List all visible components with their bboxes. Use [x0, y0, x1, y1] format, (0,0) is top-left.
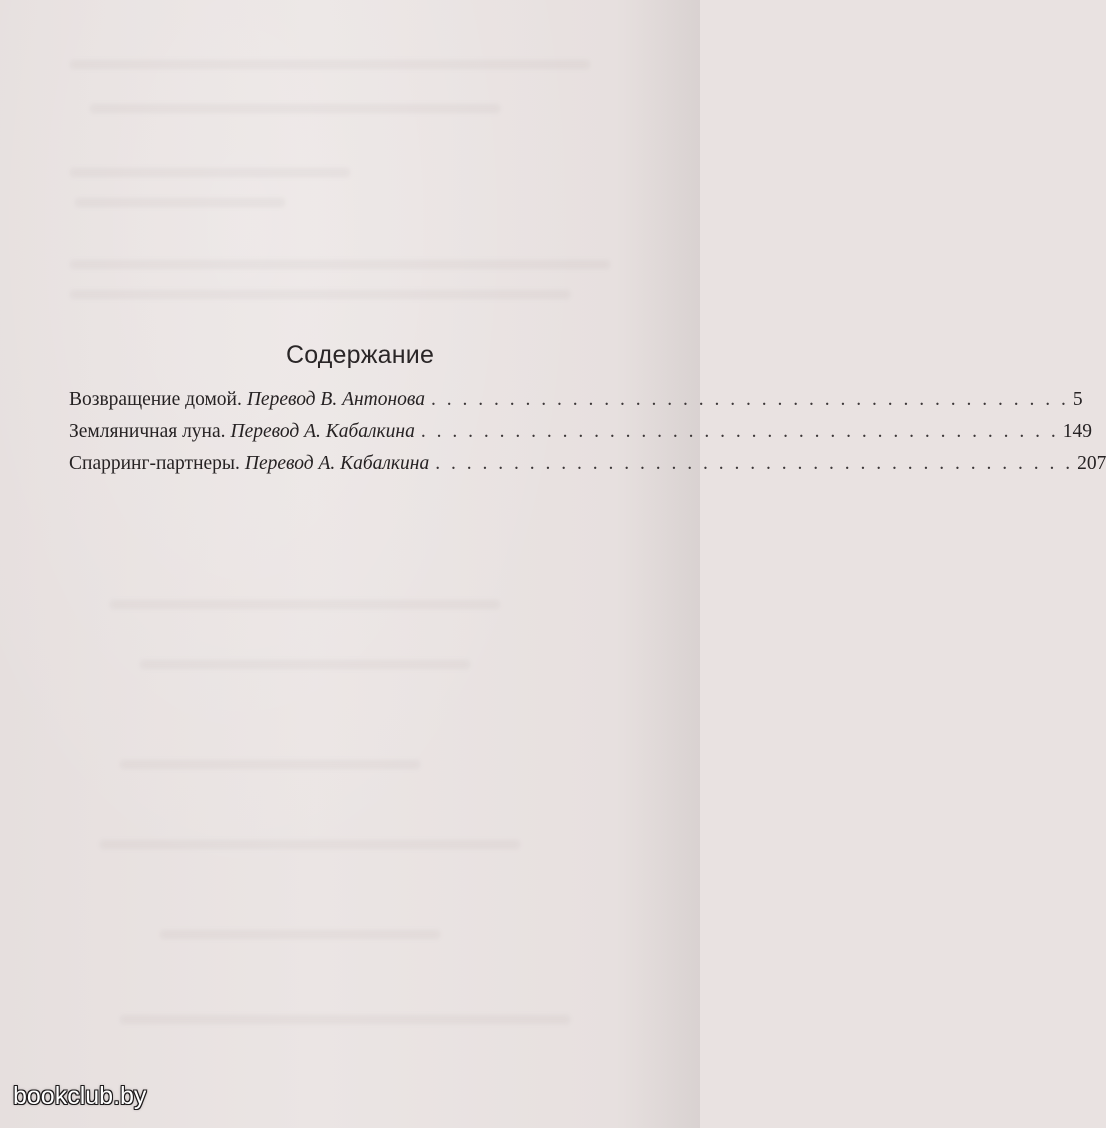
dot-leader: . . . . . . . . . . . . . . . . . . . . . . . . . . . . . . . . . . . . . . . . . [431, 389, 1069, 410]
toc-entry-title: Спарринг-партнеры. [69, 453, 240, 474]
dot-leader: . . . . . . . . . . . . . . . . . . . . . . . . . . . . . . . . . . . . . . . . . [435, 453, 1074, 474]
show-through-text [140, 660, 470, 669]
show-through-text [70, 260, 610, 269]
site-watermark: bookclub.by [13, 1082, 147, 1110]
toc-entry-page: 5 [1072, 389, 1083, 410]
show-through-text [90, 104, 500, 113]
dot-leader: . . . . . . . . . . . . . . . . . . . . . . . . . . . . . . . . . . . . . . . . . [420, 421, 1059, 442]
toc-entry-translator: Перевод А. Кабалкина [230, 421, 415, 442]
toc-entry [69, 389, 1083, 421]
toc-entry-title: Возвращение домой. [69, 389, 242, 410]
show-through-text [100, 840, 520, 849]
show-through-text [120, 760, 420, 769]
toc-entry [69, 421, 1092, 453]
table-of-contents [69, 389, 1106, 485]
toc-entry-page: 149 [1062, 421, 1092, 442]
show-through-text [120, 1015, 570, 1024]
toc-entry-title: Земляничная луна. [69, 421, 226, 442]
toc-entry-page: 207 [1077, 453, 1106, 474]
show-through-text [110, 600, 500, 609]
show-through-text [160, 930, 440, 939]
show-through-text [70, 168, 350, 177]
show-through-text [70, 290, 570, 299]
toc-entry-translator: Перевод В. Антонова [246, 389, 426, 410]
show-through-text [70, 60, 590, 69]
toc-entry-translator: Перевод А. Кабалкина [244, 453, 430, 474]
page-title: Содержание [285, 341, 435, 369]
show-through-text [75, 198, 285, 207]
toc-entry [69, 453, 1106, 485]
